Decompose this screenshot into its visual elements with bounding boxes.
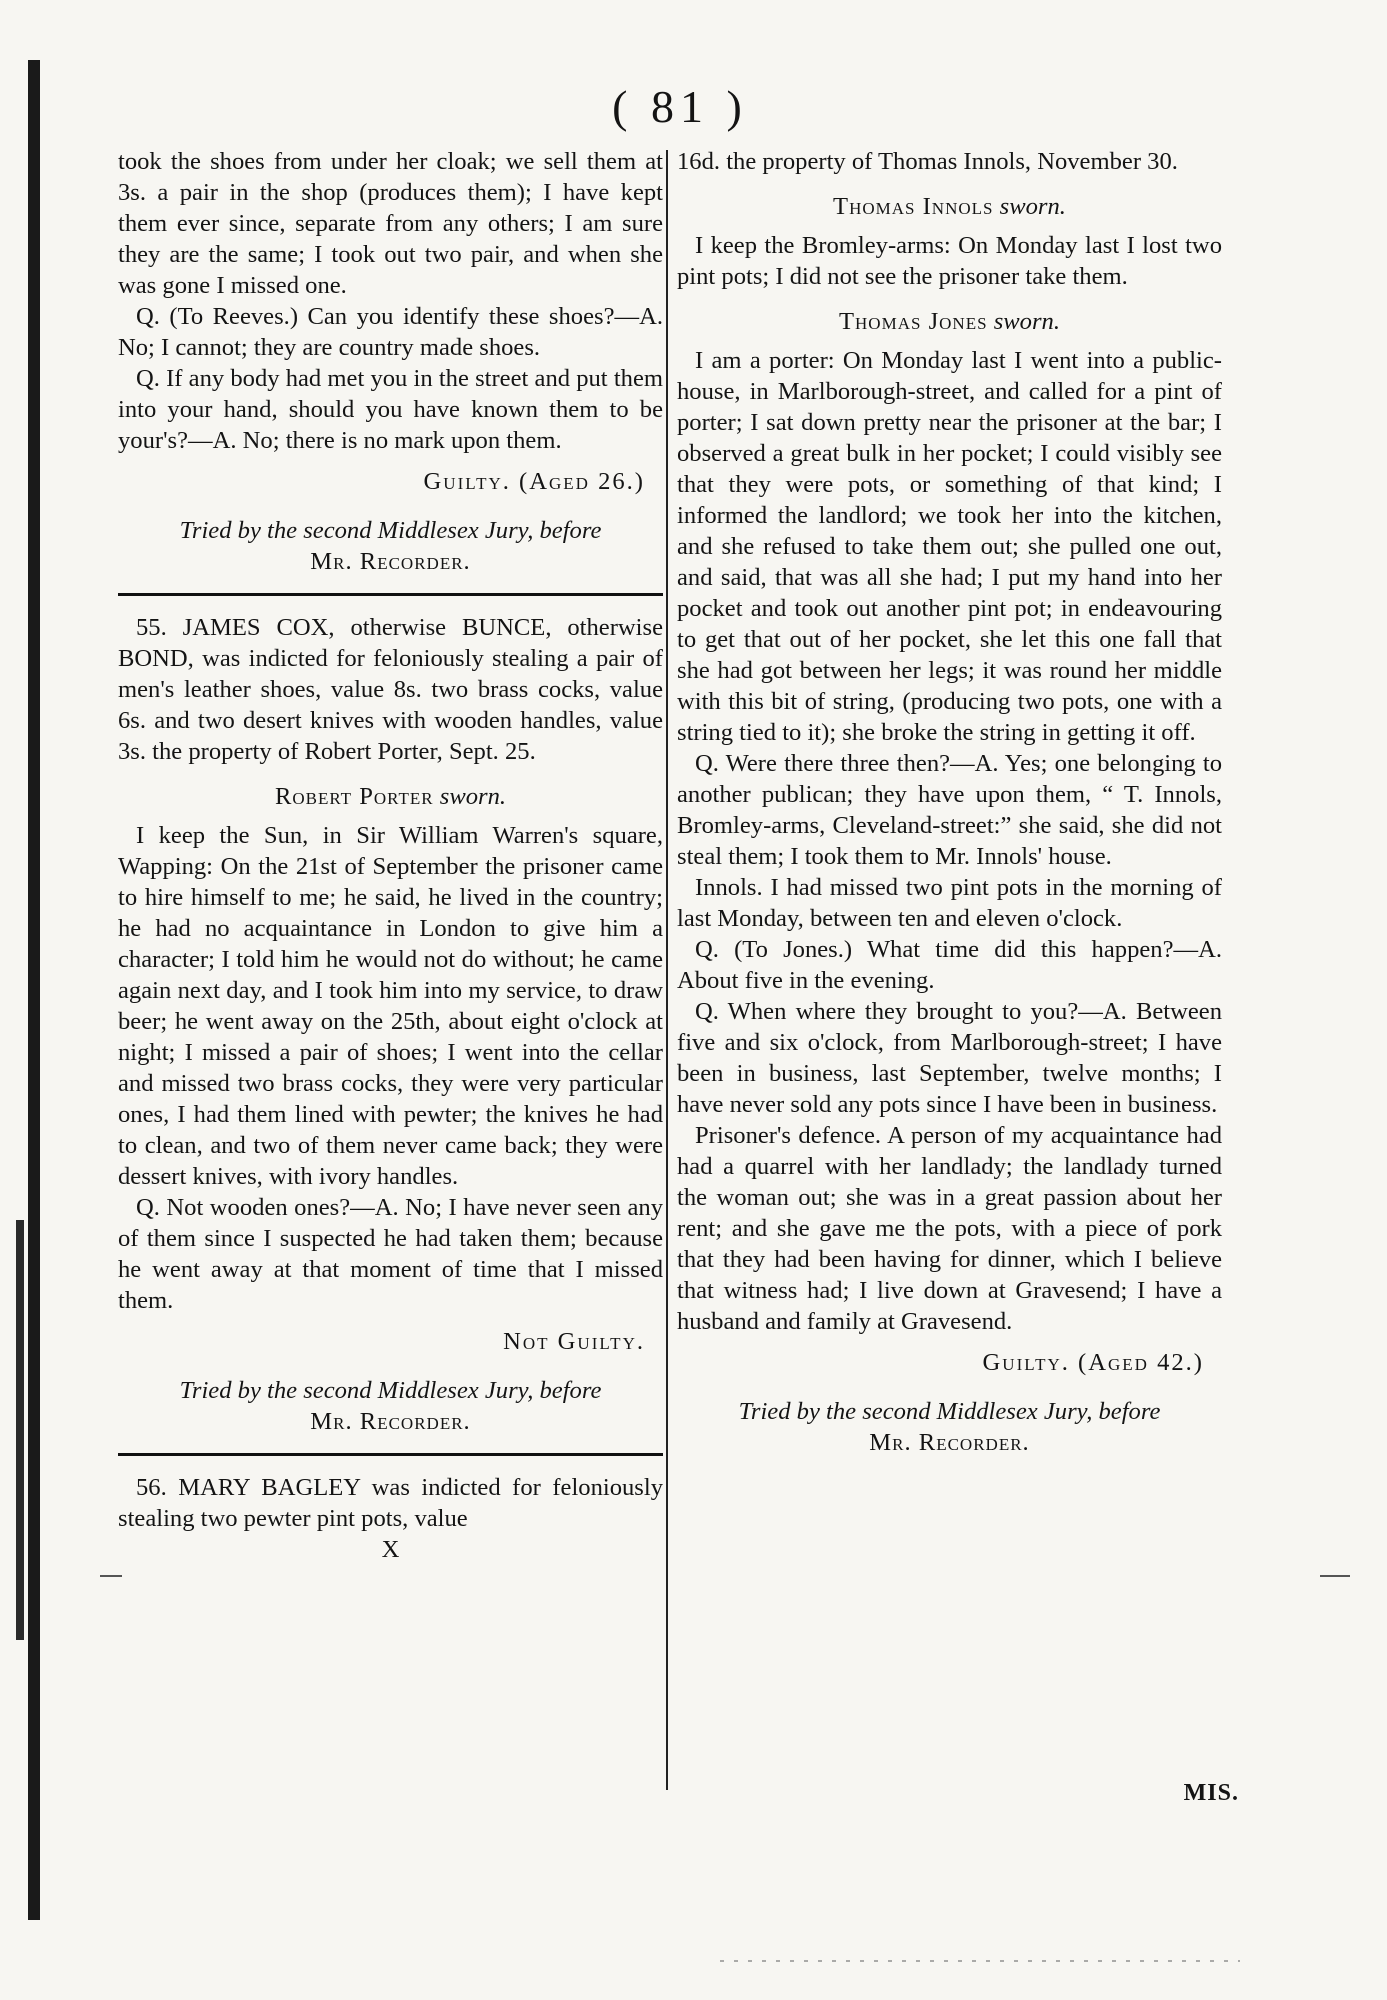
binding-edge-shadow: [28, 60, 40, 1920]
verdict: Guilty. (Aged 42.): [982, 1349, 1204, 1376]
trial-note-line: Tried by the second Middlesex Jury, before: [738, 1398, 1161, 1425]
case-heading-56: 56. MARY BAGLEY was indicted for feloniously stealing two pewter pint pots, value: [118, 1474, 663, 1532]
paragraph: 16d. the property of Thomas Innols, November 30.: [677, 148, 1178, 175]
trial-note-recorder: Mr. Recorder.: [869, 1429, 1030, 1456]
section-rule: [118, 593, 663, 596]
margin-mark: [1320, 1575, 1350, 1577]
question-paragraph: Q. Were there three then?—A. Yes; one belonging to another publican; they have upon them, “ T. Innols, Bromley-arms, Cleveland-street:” she said, she did not steal them; I took them to Mr. Innols' house.: [677, 750, 1222, 870]
trial-note-line: Tried by the second Middlesex Jury, before: [179, 517, 602, 544]
defence-paragraph: Prisoner's defence. A person of my acquaintance had had a quarrel with her landlady; the landlady turned the woman out; she was in a great passion about her rent; and she gave me the pots, with a piece of pork that they had been having for dinner, which I believe that witness had; I live down at Gravesend; I have a husband and family at Gravesend.: [677, 1122, 1222, 1335]
witness-heading: Robert Porter sworn.: [274, 783, 507, 810]
bottom-speckle: [720, 1960, 1240, 1962]
page-number: ( 81 ): [612, 81, 748, 132]
witness-heading: Thomas Innols sworn.: [833, 193, 1066, 220]
trial-note-line: Tried by the second Middlesex Jury, before: [179, 1377, 602, 1404]
section-rule: [118, 1453, 663, 1456]
question-paragraph: Q. If any body had met you in the street and put them into your hand, should you have known them to be your's?—A. No; there is no mark upon them.: [118, 365, 663, 454]
verdict: Guilty. (Aged 26.): [423, 468, 645, 495]
catchword: MIS.: [1183, 1780, 1239, 1806]
question-paragraph: Q. Not wooden ones?—A. No; I have never seen any of them since I suspected he had taken them; because he went away at that moment of time that I missed them.: [118, 1194, 663, 1314]
testimony-paragraph: I keep the Sun, in Sir William Warren's square, Wapping: On the 21st of September the prisoner came to hire himself to me; he said, he lived in the country; he had no acquaintance in London to give him a character; I told him he would not do without; he came again next day, and I took him into my service, to draw beer; he went away on the 25th, about eight o'clock at night; I missed a pair of shoes; I went into the cellar and missed two brass cocks, they were very particular ones, I had them lined with pewter; the knives he had to clean, and two of them never came back; they were dessert knives, with ivory handles.: [118, 822, 663, 1190]
testimony-paragraph: I am a porter: On Monday last I went into a public-house, in Marlborough-street, and called for a pint of porter; I sat down pretty near the prisoner at the bar; I observed a great bulk in her pocket; I could visibly see that they were pots, or something of that kind; I informed the landlord; we took her into the kitchen, and she refused to take them out; she pulled one out, and said, that was all she had; I put my hand into her pocket and took out another pint pot; in endeavouring to get that out of her pocket, she let this one fall that she had got between her legs; it was round her middle with this bit of string, (producing two pots, one with a string tied to it); she broke the string in getting it off.: [677, 347, 1222, 746]
case-heading-55: 55. JAMES COX, otherwise BUNCE, otherwise BOND, was indicted for feloniously stealing a pair of men's leather shoes, value 8s. two brass cocks, value 6s. and two desert knives with wooden handles, value 3s. the property of Robert Porter, Sept. 25.: [118, 614, 663, 765]
margin-mark: [100, 1575, 122, 1577]
right-column: [677, 146, 1222, 1464]
trial-note-recorder: Mr. Recorder.: [310, 548, 471, 575]
question-paragraph: Q. When where they brought to you?—A. Between five and six o'clock, from Marlborough-street; I have been in business, last September, twelve months; I have never sold any pots since I have been in business.: [677, 998, 1222, 1118]
trial-note: [118, 1375, 663, 1437]
left-column: [118, 146, 663, 1565]
paragraph: took the shoes from under her cloak; we sell them at 3s. a pair in the shop (produces them); I have kept them ever since, separate from any others; I am sure they are the same; I took out two pair, and when she was gone I missed one.: [118, 148, 663, 299]
question-paragraph: Q. (To Jones.) What time did this happen?—A. About five in the evening.: [677, 936, 1222, 994]
testimony-paragraph: Innols. I had missed two pint pots in the morning of last Monday, between ten and eleven o'clock.: [677, 874, 1222, 932]
trial-note-recorder: Mr. Recorder.: [310, 1408, 471, 1435]
trial-note: [118, 515, 663, 577]
testimony-paragraph: I keep the Bromley-arms: On Monday last I lost two pint pots; I did not see the prisoner take them.: [677, 232, 1222, 290]
binding-edge-speckle: [16, 1220, 24, 1640]
question-paragraph: Q. (To Reeves.) Can you identify these shoes?—A. No; I cannot; they are country made shoes.: [118, 303, 663, 361]
witness-heading: Thomas Jones sworn.: [839, 308, 1060, 335]
trial-note: [677, 1396, 1222, 1458]
column-divider: [666, 150, 668, 1790]
verdict: Not Guilty.: [503, 1328, 645, 1355]
signature-mark: X: [381, 1536, 400, 1563]
